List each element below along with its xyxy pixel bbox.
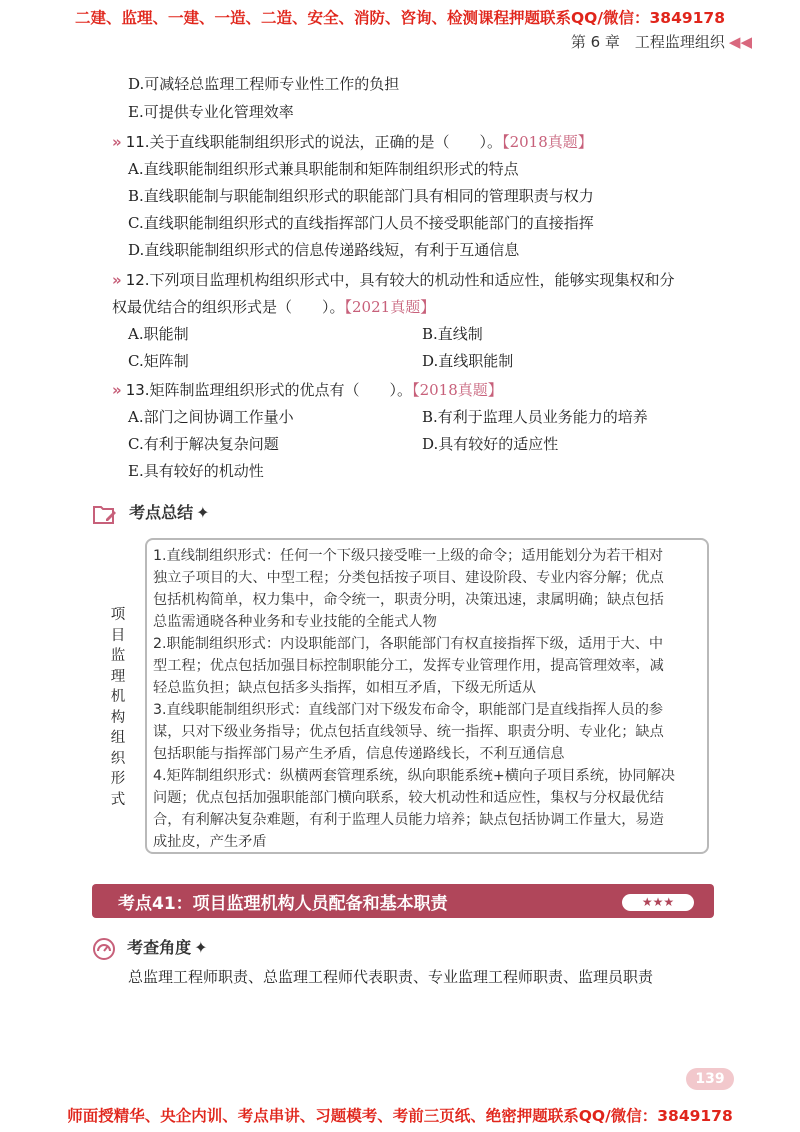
prev-option-d: D.可减轻总监理工程师专业性工作的负担 bbox=[128, 75, 400, 93]
point-41-title: 考点41：项目监理机构人员配备和基本职责 bbox=[118, 894, 448, 914]
prev-option-e: E.可提供专业化管理效率 bbox=[128, 103, 294, 121]
question-12-stem-line2: 权最优结合的组织形式是（ ）。 bbox=[112, 298, 345, 316]
summary-heading bbox=[92, 500, 210, 526]
summary-line: 谋，只对下级业务指导；优点包括直线领导、统一指挥、职责分明、专业化；缺点 bbox=[153, 724, 664, 740]
angle-heading bbox=[92, 935, 208, 961]
q13-option-a: A.部门之间协调工作量小 bbox=[128, 408, 294, 426]
summary-side-label bbox=[107, 605, 129, 810]
q12-option-b: B.直线制 bbox=[422, 325, 483, 343]
question-12 bbox=[112, 269, 675, 290]
sparkle-icon: ✦ bbox=[196, 503, 210, 522]
q12-option-a: A.职能制 bbox=[128, 325, 189, 343]
q11-option-d: D.直线职能制组织形式的信息传递路线短，有利于互通信息 bbox=[128, 241, 520, 259]
question-11 bbox=[112, 131, 593, 152]
summary-line: 合，有利解决复杂难题，有利于监理人员能力培养；缺点包括协调工作量大，易造 bbox=[153, 812, 664, 828]
q13-option-c: C.有利于解决复杂问题 bbox=[128, 435, 279, 453]
bottom-banner: 师面授精华、央企内训、考点串讲、习题模考、考前三页纸、绝密押题联系QQ/微信：3849178 bbox=[67, 1107, 733, 1125]
question-12-line2 bbox=[112, 296, 435, 317]
summary-title: 考点总结 bbox=[129, 503, 194, 522]
gauge-icon bbox=[92, 937, 116, 961]
q11-option-a: A.直线职能制组织形式兼具职能制和矩阵制组织形式的特点 bbox=[128, 160, 519, 178]
summary-line: 成扯皮，产生矛盾 bbox=[153, 834, 267, 850]
question-12-stem-line1: 12.下列项目监理机构组织形式中，具有较大的机动性和适应性，能够实现集权和分 bbox=[125, 271, 675, 289]
question-12-tag: 【2021真题】 bbox=[344, 298, 436, 316]
question-13 bbox=[112, 379, 503, 400]
summary-line: 独立子项目的大、中型工程；分类包括按子项目、建设阶段、专业内容分解；优点 bbox=[153, 570, 664, 586]
summary-line: 型工程；优点包括加强目标控制职能分工，发挥专业管理作用，提高管理效率，减 bbox=[153, 658, 664, 674]
summary-line: 3.直线职能制组织形式：直线部门对下级发布命令，职能部门是直线指挥人员的参 bbox=[153, 702, 664, 718]
q13-option-b: B.有利于监理人员业务能力的培养 bbox=[422, 408, 648, 426]
summary-line: 轻总监负担；缺点包括多头指挥，如相互矛盾，下级无所适从 bbox=[153, 680, 537, 696]
rating-stars: ★★★ bbox=[622, 894, 694, 911]
chapter-header bbox=[571, 31, 752, 52]
q13-option-d: D.具有较好的适应性 bbox=[422, 435, 559, 453]
side-label-char: 形 bbox=[110, 771, 126, 787]
side-label-char: 机 bbox=[110, 689, 126, 705]
question-13-stem: 13.矩阵制监理组织形式的优点有（ ）。 bbox=[125, 381, 413, 399]
top-banner: 二建、监理、一建、一造、二造、安全、消防、咨询、检测课程押题联系QQ/微信：3849178 bbox=[74, 9, 725, 27]
side-label-char: 项 bbox=[110, 607, 126, 623]
chapter-title: 第 6 章 工程监理组织 bbox=[570, 33, 725, 51]
question-11-stem: 11.关于直线职能制组织形式的说法，正确的是（ ）。 bbox=[125, 133, 503, 151]
q11-option-c: C.直线职能制组织形式的直线指挥部门人员不接受职能部门的直接指挥 bbox=[128, 214, 594, 232]
sparkle-icon: ✦ bbox=[194, 938, 208, 957]
summary-line: 1.直线制组织形式：任何一个下级只接受唯一上级的命令；适用能划分为若干相对 bbox=[153, 548, 664, 564]
side-label-char: 组 bbox=[110, 730, 126, 746]
question-arrow-icon: » bbox=[112, 271, 122, 289]
question-arrow-icon: » bbox=[112, 133, 122, 151]
side-label-char: 式 bbox=[110, 791, 126, 808]
angle-text: 总监理工程师职责、总监理工程师代表职责、专业监理工程师职责、监理员职责 bbox=[128, 968, 654, 986]
summary-line: 2.职能制组织形式：内设职能部门，各职能部门有权直接指挥下级，适用于大、中 bbox=[153, 636, 664, 652]
side-label-char: 目 bbox=[110, 627, 126, 644]
summary-line: 4.矩阵制组织形式：纵横两套管理系统，纵向职能系统+横向子项目系统，协同解决 bbox=[153, 768, 675, 784]
q13-option-e: E.具有较好的机动性 bbox=[128, 462, 264, 480]
q12-option-c: C.矩阵制 bbox=[128, 352, 189, 370]
angle-title: 考查角度 bbox=[127, 938, 192, 957]
page-number: 139 bbox=[686, 1068, 734, 1090]
folder-pencil-icon bbox=[92, 502, 118, 526]
summary-line: 总监需通晓各种业务和专业技能的全能式人物 bbox=[153, 614, 437, 630]
question-arrow-icon: » bbox=[112, 381, 122, 399]
summary-line: 包括职能与指挥部门易产生矛盾，信息传递路线长，不利互通信息 bbox=[153, 746, 565, 762]
side-label-char: 织 bbox=[110, 750, 126, 767]
q12-option-d: D.直线职能制 bbox=[422, 352, 514, 370]
q11-option-b: B.直线职能制与职能制组织形式的职能部门具有相同的管理职责与权力 bbox=[128, 187, 594, 205]
chapter-triangle-icon: ◀◀ bbox=[728, 33, 752, 51]
question-13-tag: 【2018真题】 bbox=[412, 381, 503, 399]
summary-line: 包括机构简单，权力集中，命令统一，职责分明，决策迅速，隶属明确；缺点包括 bbox=[153, 592, 664, 608]
question-11-tag: 【2018真题】 bbox=[502, 133, 593, 151]
side-label-char: 构 bbox=[110, 709, 126, 726]
summary-line: 问题；优点包括加强职能部门横向联系，较大机动性和适应性，集权与分权最优结 bbox=[153, 790, 664, 806]
side-label-char: 理 bbox=[110, 668, 126, 685]
side-label-char: 监 bbox=[110, 648, 126, 664]
